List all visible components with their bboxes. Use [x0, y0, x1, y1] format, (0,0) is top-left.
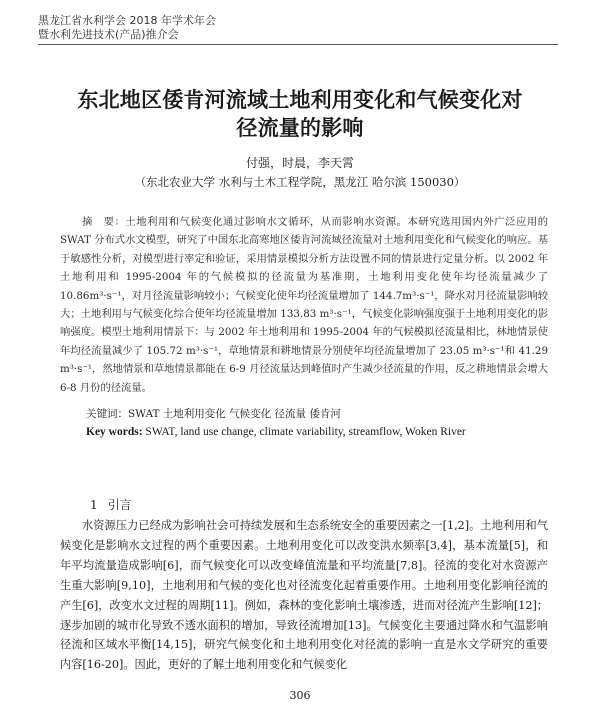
section-title: 引言 — [107, 498, 132, 512]
paper-title — [0, 86, 600, 142]
header-line-2: 暨水利先进技术(产品)推介会 — [38, 28, 179, 41]
keywords-en-text: SWAT, land use change, climate variability, streamflow, Woken River — [145, 426, 466, 438]
keywords-chinese — [86, 406, 341, 421]
keywords-english — [86, 426, 466, 438]
header-line-1: 黑龙江省水利学会 2018 年学术年会 — [38, 14, 216, 27]
section-heading — [90, 496, 142, 513]
title-line-2: 径流量的影响 — [236, 116, 364, 140]
abstract-text: 土地利用和气候变化通过影响水文循环，从而影响水资源。本研究选用国内外广泛应用的 SWAT 分布式水文模型，研究了中国东北高寒地区倭肯河流域径流量对土地利用变化和气候变化的响应。基于敏感性分析，对模型进行率定和验证，采用情景模拟分析方法设置不同的情景进行定量分析。以 2002 年土地利用和 1995-2004 年的气候模拟的径流量为基准期，土地利用变化使年均径流量减少了 10.86m³·s⁻¹，对月径流量影响较小；气候变化使年均径流量增加了 144.7m³·s⁻¹，降水对月径流量影响较大；土地利用与气候变化综合使年均径流量增加 133.83 m³·s⁻¹，气候变化影响强度强于土地利用变化的影响强度。模型土地利用情景下：与 2002 年土地利用和 1995-2004 年的气候模拟径流量相比，林地情景使年均径流量减少了 105.72 m³·s⁻¹，草地情景和耕地情景分别使年均径流量增加了 23.05 m³·s⁻¹和 41.29 m³·s⁻¹，然地情景和草地情景都能在 6-9 月径流量达到峰值时产生减少径流量的作用，反之耕地情景会增大 6-8 月份的径流量。 — [60, 216, 549, 394]
page-number: 306 — [289, 689, 311, 702]
header-divider — [38, 44, 558, 45]
authors: 付强，时晨，李天霄 — [245, 156, 354, 170]
abstract — [60, 213, 548, 397]
title-line-1: 东北地区倭肯河流域土地利用变化和气候变化对 — [77, 88, 523, 112]
body-paragraph: 水资源压力已经成为影响社会可持续发展和生态系统安全的重要因素之一[1,2]。土地利用和气候变化是影响水文过程的两个重要因素。土地利用变化可以改变洪水频率[3,4]，基本流量[5]，和年平均流量造成影响[6]，而气候变化可以改变峰值流量和平均流量[7,8]。径流的变化对水资源产生重大影响[9,10]，土地利用和气候的变化也对径流变化起着重要作用。土地利用变化影响径流的产生[6]，改变水文过程的周期[11]。例如，森林的变化影响土壤渗透，进而对径流产生影响[12]；逐步加剧的城市化导致不透水面积的增加，导致径流增加[13]。气候变化主要通过降水和气温影响径流和区域水平衡[14,15]，研究气候变化和土地利用变化对径流的影响一直是水文学研究的重要内容[16-20]。因此，更好的了解土地利用变化和气候变化 — [60, 519, 548, 672]
keywords-cn-label: 关键词： — [86, 408, 128, 420]
keywords-cn-text: SWAT 土地利用变化 气候变化 径流量 倭肯河 — [128, 408, 341, 420]
section-number: 1 — [90, 498, 98, 512]
abstract-label: 摘 要： — [82, 216, 126, 228]
keywords-en-label: Key words: — [86, 426, 143, 438]
affiliation: （东北农业大学 水利与土木工程学院，黑龙江 哈尔滨 150030） — [134, 175, 466, 189]
running-header — [38, 14, 216, 42]
